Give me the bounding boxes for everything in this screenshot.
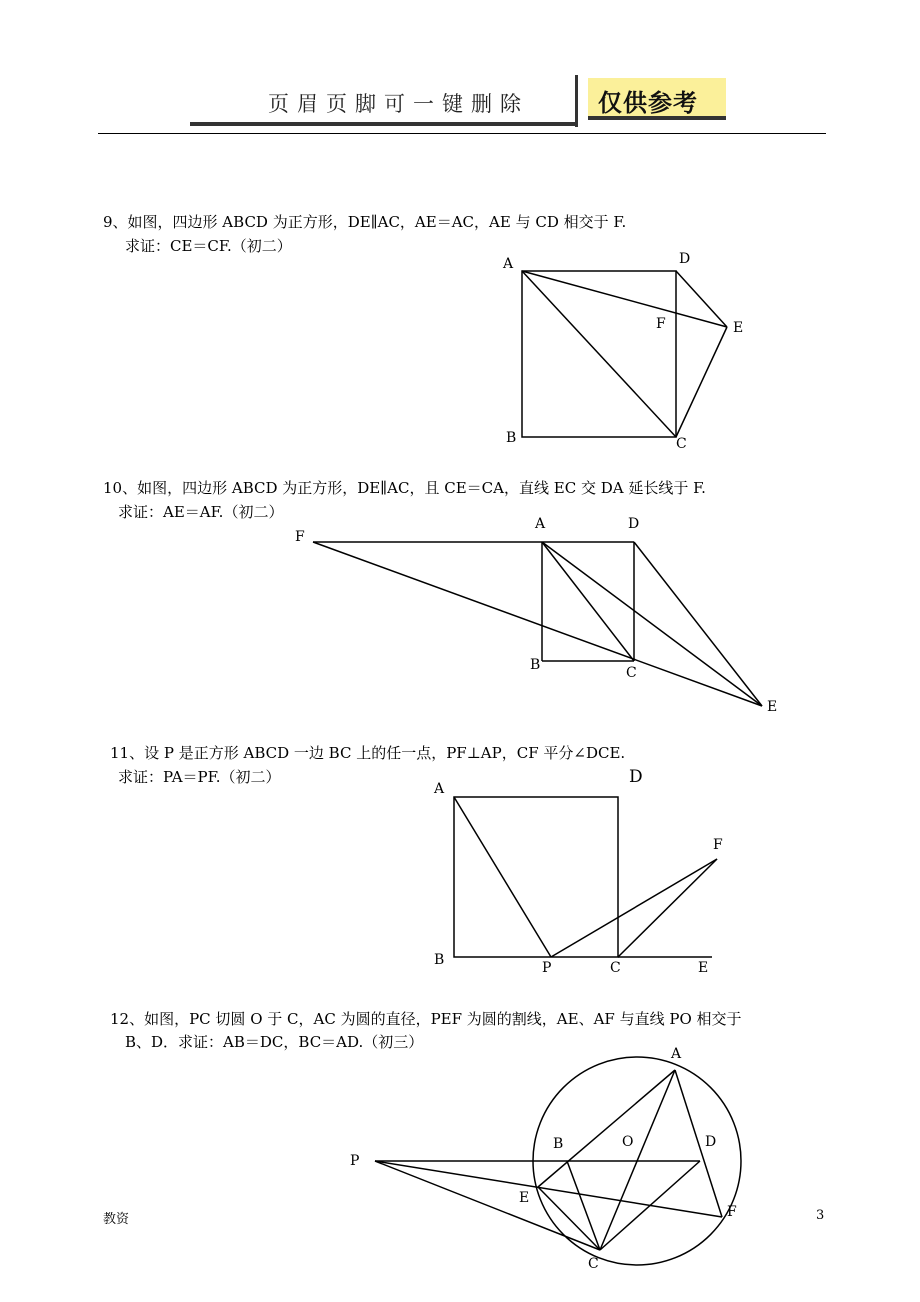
fig12-segment-ae	[538, 1070, 675, 1187]
problem-10-proof-goal: 求证：AE＝AF.（初二）	[118, 503, 284, 521]
fig9-diagonal-ac	[522, 271, 676, 437]
header-badge: 仅供参考	[598, 89, 698, 117]
fig12-label-d: D	[705, 1134, 717, 1150]
fig11-label-b: B	[434, 952, 445, 968]
figure-9	[522, 271, 727, 437]
fig11-label-d: D	[629, 767, 643, 787]
fig11-segment-pf	[551, 859, 717, 957]
fig12-diameter-ac	[600, 1070, 675, 1250]
fig10-segment-ae	[542, 542, 762, 706]
fig11-segment-ap	[454, 797, 551, 957]
fig9-label-e: E	[733, 320, 744, 336]
fig10-label-a: A	[535, 516, 546, 532]
fig12-label-p: P	[350, 1153, 360, 1169]
fig12-label-f: F	[727, 1204, 737, 1220]
fig12-secant-pef	[375, 1161, 722, 1217]
problem-9-statement: 9、如图，四边形 ABCD 为正方形，DE∥AC，AE＝AC，AE 与 CD 相交于 F.	[103, 213, 627, 231]
footer-left-text: 教资	[103, 1212, 130, 1227]
fig11-label-a: A	[434, 781, 445, 797]
fig9-label-f: F	[656, 316, 666, 332]
fig10-label-b: B	[530, 657, 541, 673]
fig10-label-e: E	[767, 699, 778, 715]
fig12-segment-bc	[567, 1161, 600, 1250]
fig12-label-e: E	[519, 1190, 530, 1206]
fig11-label-e: E	[698, 960, 709, 976]
fig9-segment-ec	[676, 327, 727, 437]
problem-10-statement: 10、如图，四边形 ABCD 为正方形，DE∥AC，且 CE＝CA，直线 EC 交 DA 延长线于 F.	[103, 479, 706, 497]
fig11-label-f: F	[713, 837, 723, 853]
problem-11-statement: 11、设 P 是正方形 ABCD 一边 BC 上的任一点，PF⊥AP，CF 平分∠DCE.	[110, 744, 626, 762]
fig12-label-b: B	[553, 1136, 564, 1152]
problem-11-proof-goal: 求证：PA＝PF.（初二）	[118, 768, 281, 786]
problem-12-statement: 12、如图，PC 切圆 O 于 C，AC 为圆的直径，PEF 为圆的割线，AE、AF 与直线 PO 相交于	[110, 1010, 742, 1028]
fig10-label-c: C	[626, 665, 637, 681]
fig12-label-a: A	[671, 1046, 682, 1062]
fig9-label-c: C	[676, 436, 687, 452]
fig9-label-d: D	[679, 251, 691, 267]
fig12-tangent-pc	[375, 1161, 600, 1250]
fig10-line-fe	[313, 542, 762, 706]
fig10-label-f: F	[295, 529, 305, 545]
page-number: 3	[816, 1208, 825, 1223]
problem-9-proof-goal: 求证：CE＝CF.（初二）	[125, 237, 292, 255]
figure-10	[313, 542, 762, 706]
figure-12	[375, 1057, 741, 1265]
fig12-label-c: C	[588, 1256, 599, 1272]
fig12-segment-dc	[600, 1161, 700, 1250]
fig9-segment-de	[676, 271, 727, 327]
fig9-label-a: A	[503, 256, 514, 272]
fig9-label-b: B	[506, 430, 517, 446]
fig11-label-p: P	[542, 960, 552, 976]
fig12-label-o: O	[622, 1134, 634, 1150]
problem-12-proof-goal: B、D．求证：AB＝DC，BC＝AD.（初三）	[125, 1033, 424, 1051]
header-text: 页眉页脚可一键删除	[268, 92, 529, 116]
fig9-segment-ae	[522, 271, 727, 327]
figure-11	[454, 797, 717, 957]
fig11-label-c: C	[610, 960, 621, 976]
fig10-label-d: D	[628, 516, 640, 532]
